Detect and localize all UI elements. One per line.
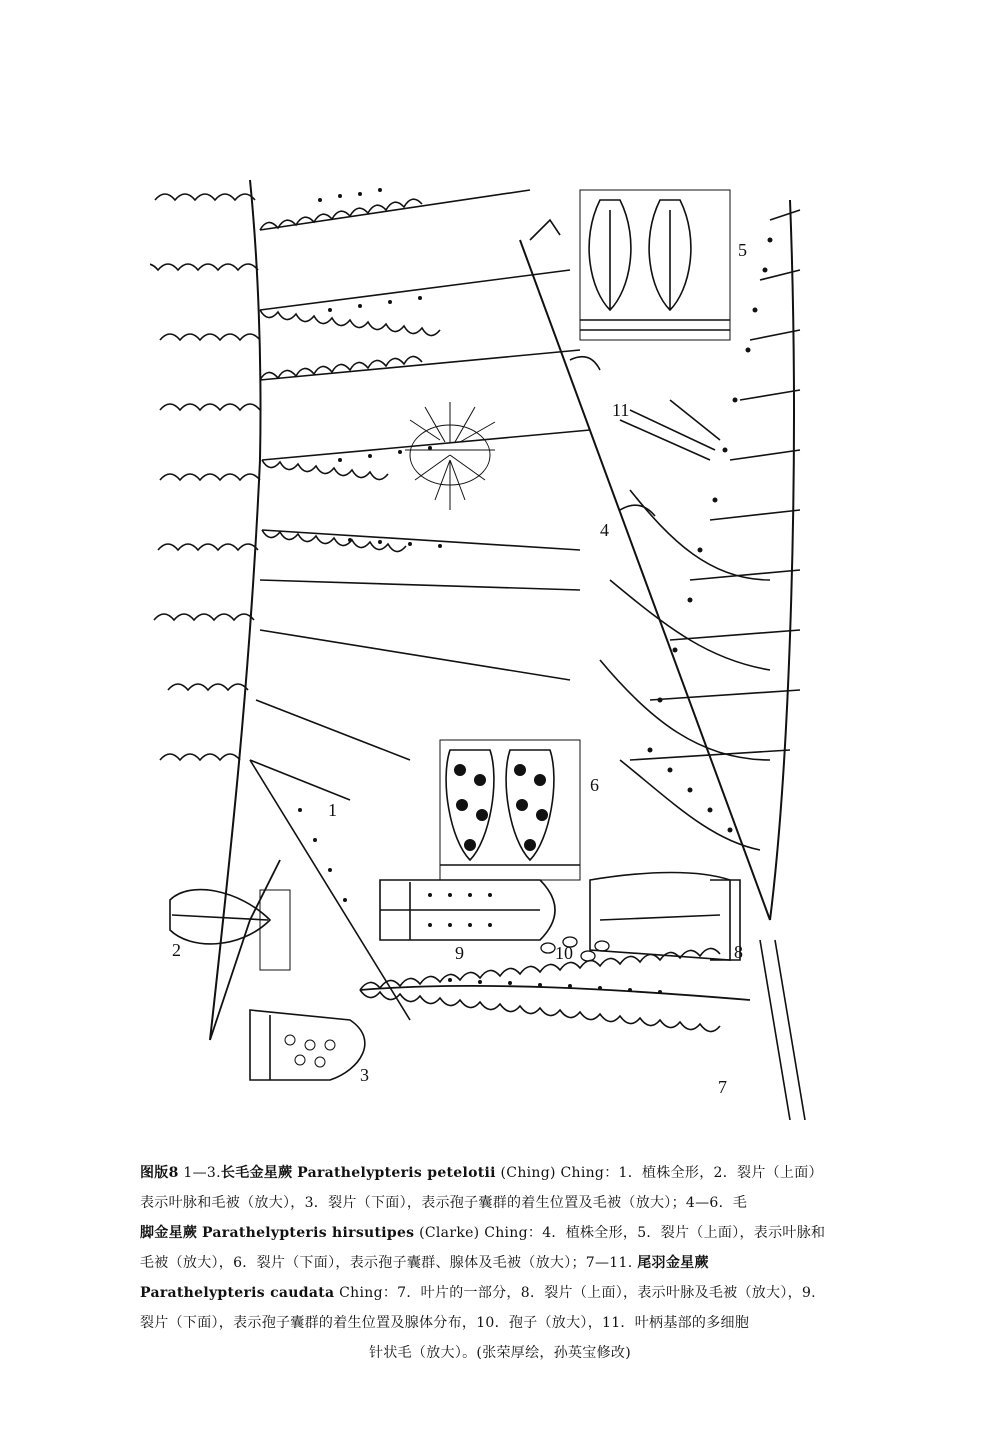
caption-line-4-text: 毛被（放大），6．裂片（下面），表示孢子囊群、腺体及毛被（放大）；7—11. xyxy=(140,1255,633,1271)
figure-6-drawing xyxy=(440,740,580,880)
caption-line-5 xyxy=(140,1278,860,1308)
species-2-chinese: 脚金星蕨 xyxy=(140,1225,198,1241)
plate-number: 图版8 xyxy=(140,1165,179,1181)
rhizome-hairs xyxy=(405,402,495,510)
figure-label-1: 1 xyxy=(328,800,337,820)
figure-1-drawing xyxy=(150,180,590,1040)
figure-9-drawing xyxy=(380,880,555,940)
caption-line-4 xyxy=(140,1248,860,1278)
figure-label-5: 5 xyxy=(738,240,747,260)
figure-11-drawing xyxy=(620,400,720,460)
caption-line-6: 裂片（下面），表示孢子囊群的着生位置及腺体分布，10．孢子（放大），11．叶柄基部的多细胞 xyxy=(140,1315,750,1331)
caption-line-1-rest: ：1．植株全形，2．裂片（上面） xyxy=(604,1165,823,1181)
caption-line-3-rest: ：4．植株全形，5．裂片（上面），表示叶脉和 xyxy=(527,1225,826,1241)
figure-label-10: 10 xyxy=(555,943,573,963)
figure-4-drawing xyxy=(520,220,770,920)
figure-7-drawing xyxy=(360,200,805,1120)
caption-line-7: 针状毛（放大）。(张荣厚绘，孙英宝修改) xyxy=(369,1345,631,1361)
species-2-latin: Parathelypteris hirsutipes xyxy=(201,1225,415,1241)
figure-label-11: 11 xyxy=(612,400,630,420)
species-1-latin: Parathelypteris petelotii xyxy=(297,1165,496,1181)
species-3-author: Ching xyxy=(339,1285,383,1301)
figure-5-drawing xyxy=(580,190,730,340)
figure-label-8: 8 xyxy=(734,942,743,962)
figure-label-9: 9 xyxy=(455,943,464,963)
figure-8-drawing xyxy=(590,873,740,961)
plate-caption xyxy=(140,1158,860,1368)
fern-illustration xyxy=(150,160,830,1120)
species-3-latin: Parathelypteris caudata xyxy=(140,1285,335,1301)
caption-line-2: 表示叶脉和毛被（放大），3．裂片（下面），表示孢子囊群的着生位置及毛被（放大）；4—6．毛 xyxy=(140,1195,748,1211)
botanical-plate xyxy=(150,160,830,1120)
species-2-author: (Clarke) Ching xyxy=(419,1225,528,1241)
figure-label-3: 3 xyxy=(360,1065,369,1085)
figure-label-2: 2 xyxy=(172,940,181,960)
species-1-author: (Ching) Ching xyxy=(500,1165,605,1181)
figure-label-6: 6 xyxy=(590,775,599,795)
figure-label-4: 4 xyxy=(600,520,609,540)
figure-10-drawing xyxy=(541,937,609,961)
caption-line-5-rest: ：7．叶片的一部分，8．裂片（上面），表示叶脉及毛被（放大），9. xyxy=(382,1285,816,1301)
caption-line-3 xyxy=(140,1218,860,1248)
caption-line-1 xyxy=(140,1158,860,1188)
figure-2-drawing xyxy=(170,890,290,970)
species-3-chinese: 尾羽金星蕨 xyxy=(637,1255,709,1271)
figure-label-7: 7 xyxy=(718,1077,727,1097)
species-1-chinese: 长毛金星蕨 xyxy=(220,1165,293,1181)
caption-range-1: 1—3. xyxy=(183,1165,221,1181)
figure-3-drawing xyxy=(250,1010,365,1080)
